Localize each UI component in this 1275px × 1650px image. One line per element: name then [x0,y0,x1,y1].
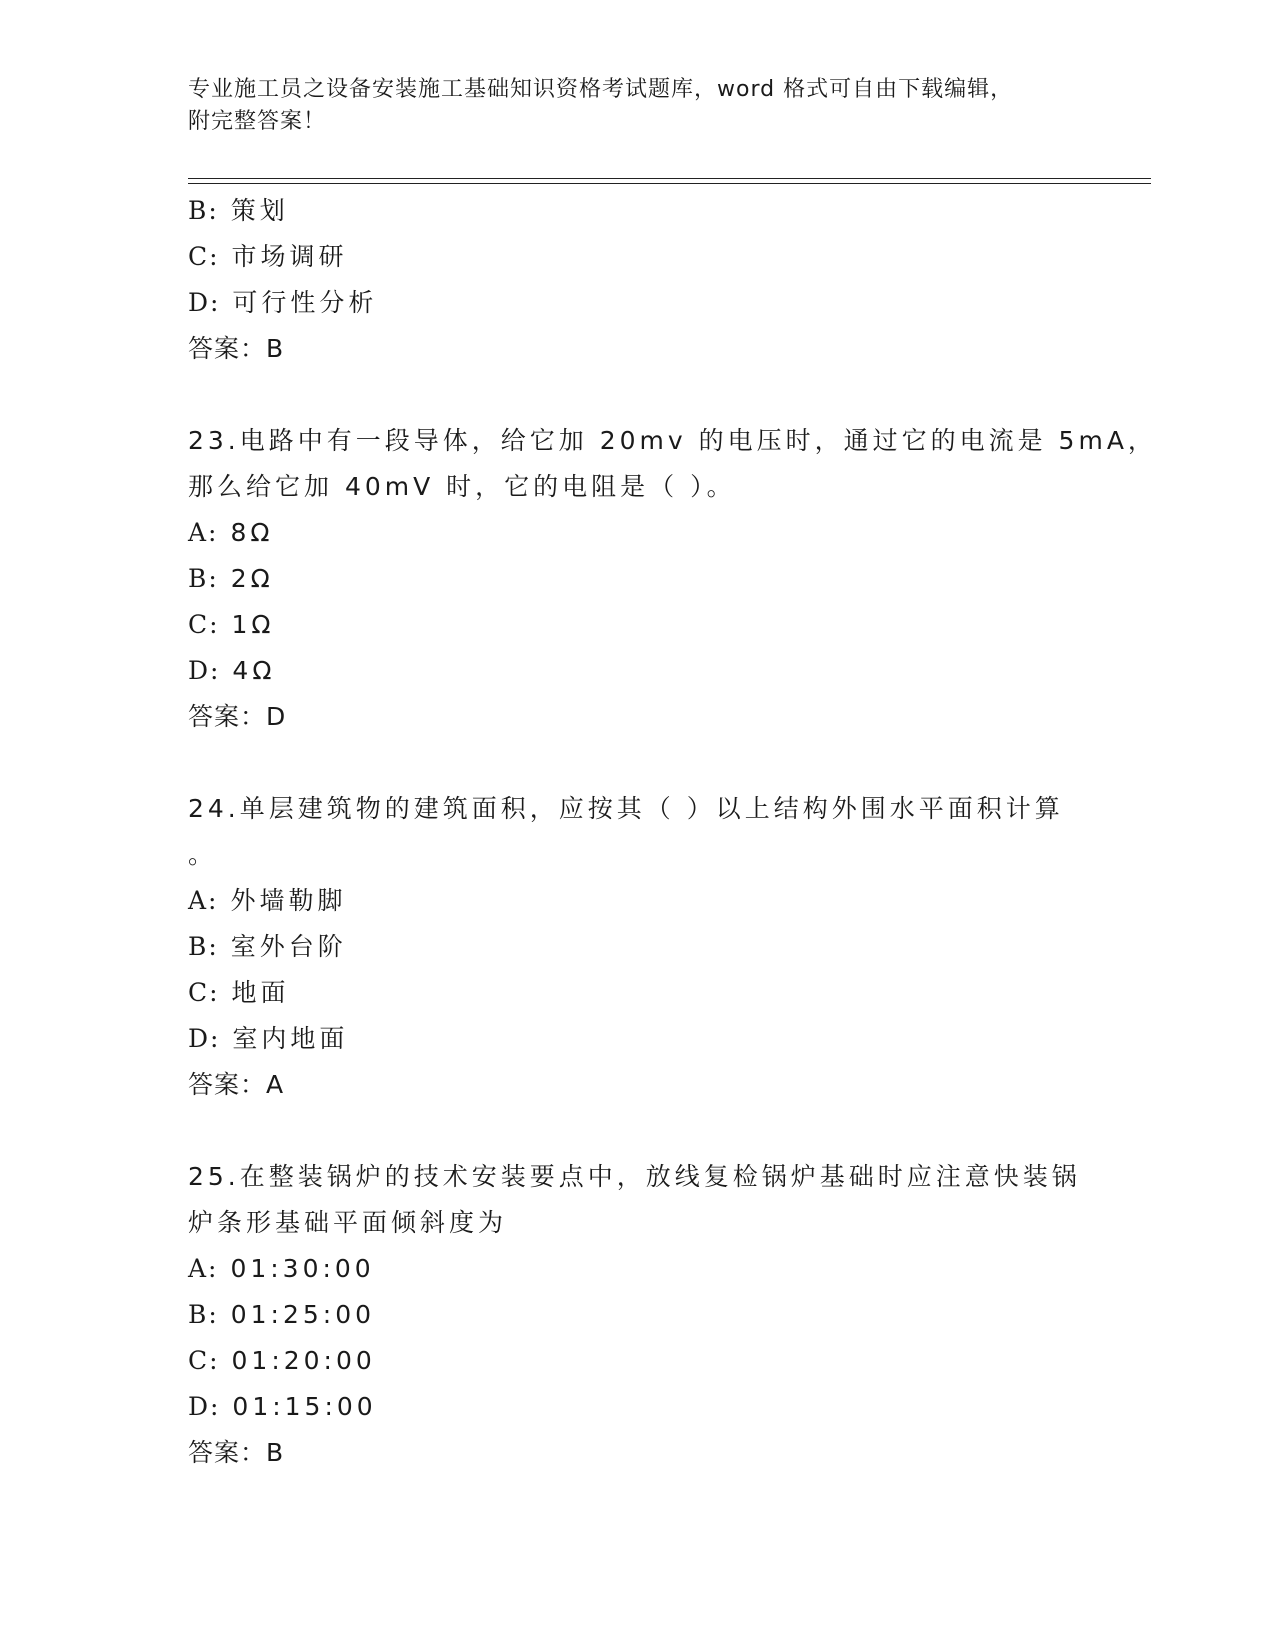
header-line-1: 专业施工员之设备安装施工基础知识资格考试题库，word 格式可自由下载编辑， [188,77,1014,102]
option-b: B: 室外台阶 [188,932,347,961]
option-c: C: 01:20:00 [188,1346,376,1375]
option-b: B: 01:25:00 [188,1300,376,1329]
option-d: D: 01:15:00 [188,1392,377,1421]
answer-line: 答案：B [188,1438,285,1467]
option-a: A: 外墙勒脚 [188,886,347,915]
question-text-line-1: 24.单层建筑物的建筑面积，应按其（ ）以上结构外围水平面积计算 [188,794,1064,823]
spacer [188,740,1088,786]
option-c: C: 市场调研 [188,242,348,271]
spacer [188,1108,1088,1154]
question-text-line-2: 。 [188,840,218,869]
option-b: B: 2Ω [188,564,274,593]
question-24 [188,786,1088,1108]
question-text-line-1: 23.电路中有一段导体，给它加 20mv 的电压时，通过它的电流是 5mA， [188,426,1157,455]
option-a: A: 01:30:00 [188,1254,375,1283]
spacer [188,372,1088,418]
question-22-continuation [188,188,1088,372]
option-d: D: 可行性分析 [188,288,378,317]
document-header [188,74,1088,138]
header-divider-thick [188,178,1151,179]
question-23 [188,418,1157,740]
option-c: C: 地面 [188,978,290,1007]
option-b: B: 策划 [188,196,289,225]
answer-line: 答案：D [188,702,287,731]
document-body [188,188,1157,1476]
header-divider-thin [188,183,1151,184]
header-line-2: 附完整答案！ [188,109,327,134]
question-text-line-2: 那么给它加 40mV 时，它的电阻是（ ）。 [188,472,736,501]
option-d: D: 室内地面 [188,1024,349,1053]
question-25 [188,1154,1088,1476]
option-a: A: 8Ω [188,518,274,547]
question-text-line-1: 25.在整装锅炉的技术安装要点中，放线复检锅炉基础时应注意快装锅 [188,1162,1081,1191]
answer-line: 答案：B [188,334,285,363]
answer-line: 答案：A [188,1070,285,1099]
option-c: C: 1Ω [188,610,275,639]
question-text-line-2: 炉条形基础平面倾斜度为 [188,1208,508,1237]
option-d: D: 4Ω [188,656,276,685]
